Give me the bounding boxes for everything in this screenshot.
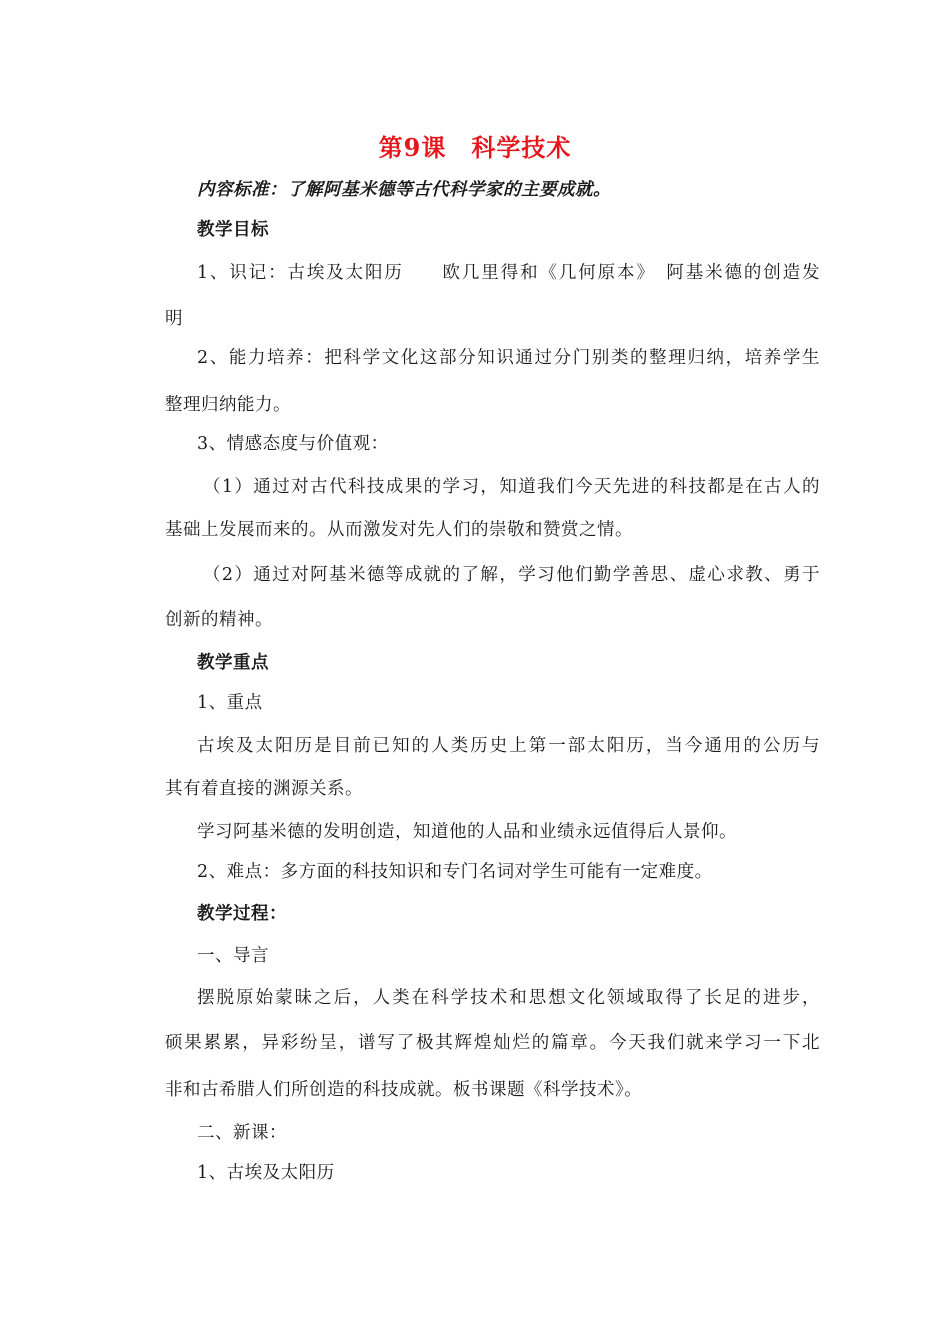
goal2-line2: 整理归纳能力。: [165, 395, 291, 415]
process-heading: 教学过程：: [197, 904, 287, 924]
goal2-line1: 2、能力培养：把科学文化这部分知识通过分门别类的整理归纳，培养学生: [197, 348, 820, 368]
key-text2: 学习阿基米德的发明创造，知道他的人品和业绩永远值得后人景仰。: [197, 822, 737, 842]
key-text1-line2: 其有着直接的渊源关系。: [165, 779, 363, 799]
goal1-line2: 明: [165, 309, 183, 329]
goal3-heading: 3、情感态度与价值观：: [197, 434, 389, 454]
goal1-line1: 1、识记：古埃及太阳历 欧几里得和《几何原本》 阿基米德的创造发: [197, 263, 820, 283]
intro-line3: 非和古希腊人们所创造的科技成就。板书课题《科学技术》。: [165, 1080, 643, 1100]
lesson-title: 第9课 科学技术: [378, 133, 572, 162]
intro-line2: 硕果累累，异彩纷呈，谱写了极其辉煌灿烂的篇章。今天我们就来学习一下北: [165, 1033, 820, 1053]
key-point-label: 1、重点: [197, 693, 263, 713]
key-heading: 教学重点: [197, 653, 269, 673]
content-standard: 内容标准：了解阿基米德等古代科学家的主要成就。: [197, 180, 611, 200]
section1-heading: 1、古埃及太阳历: [197, 1163, 335, 1183]
goal3-item2-line2: 创新的精神。: [165, 610, 273, 630]
goals-heading: 教学目标: [197, 220, 269, 240]
goal3-item1-line1: （1）通过对古代科技成果的学习，知道我们今天先进的科技都是在古人的: [203, 477, 820, 497]
new-lesson-heading: 二、新课：: [197, 1123, 287, 1143]
intro-heading: 一、导言: [197, 946, 269, 966]
difficulty-text: 2、难点：多方面的科技知识和专门名词对学生可能有一定难度。: [197, 862, 713, 882]
key-text1-line1: 古埃及太阳历是目前已知的人类历史上第一部太阳历，当今通用的公历与: [197, 736, 820, 756]
intro-line1: 摆脱原始蒙昧之后，人类在科学技术和思想文化领域取得了长足的进步，: [197, 988, 820, 1008]
goal3-item2-line1: （2）通过对阿基米德等成就的了解，学习他们勤学善思、虚心求教、勇于: [203, 565, 820, 585]
goal3-item1-line2: 基础上发展而来的。从而激发对先人们的崇敬和赞赏之情。: [165, 520, 633, 540]
